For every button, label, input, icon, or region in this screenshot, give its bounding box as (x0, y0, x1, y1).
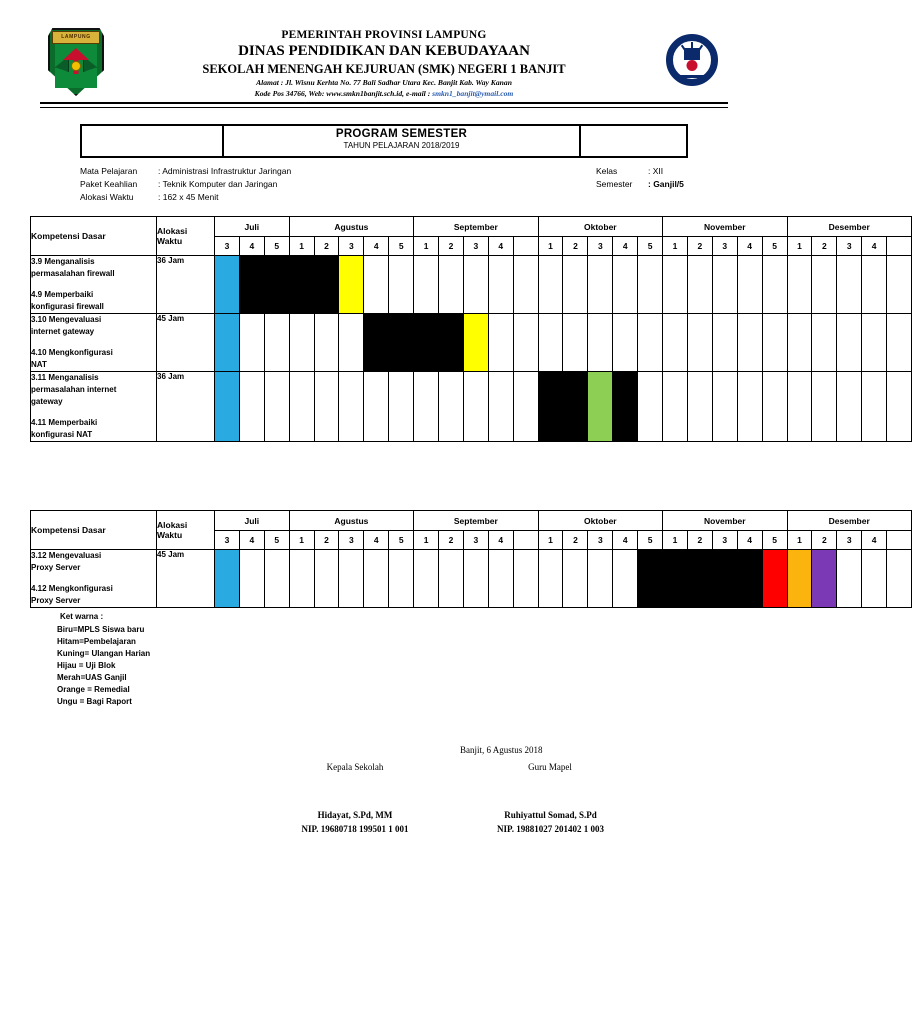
kd-line: 4.11 Memperbaiki (31, 418, 98, 428)
title-box-right-cell (579, 126, 686, 156)
meta-value-kelas: : XII (648, 165, 664, 176)
schedule-cell-kosong[interactable] (264, 372, 289, 442)
schedule-cell-kosong[interactable] (762, 372, 787, 442)
schedule-cell-biru[interactable] (215, 256, 240, 314)
week-header-desember-2: 2 (812, 237, 837, 256)
week-header-desember-4: 4 (862, 531, 887, 550)
week-header-oktober-5: 5 (638, 237, 663, 256)
week-header-november-1: 1 (663, 531, 688, 550)
cell-kompetensi-dasar (31, 372, 157, 442)
signature-place-date: Banjit, 6 Agustus 2018 (460, 744, 543, 755)
schedule-cell-kosong[interactable] (488, 550, 513, 608)
meta-value-alokasi-waktu: : 162 x 45 Menit (158, 192, 219, 203)
schedule-cell-kosong[interactable] (887, 256, 912, 314)
week-header-september-2: 2 (439, 531, 464, 550)
schedule-cell-kosong[interactable] (613, 550, 638, 608)
signature-left-nip: NIP. 19680718 199501 1 001 (301, 823, 409, 834)
prosem-table-2 (30, 510, 912, 608)
schedule-cell-kosong[interactable] (513, 372, 538, 442)
kd-line-gap (31, 408, 156, 417)
schedule-cell-kosong[interactable] (638, 372, 663, 442)
logo-base-bar (675, 75, 709, 78)
schedule-cell-kuning[interactable] (463, 314, 488, 372)
cell-kompetensi-dasar (31, 314, 157, 372)
kd-line-gap (31, 574, 156, 583)
week-header-november-2: 2 (687, 237, 712, 256)
crest-banner-text: LAMPUNG (52, 31, 100, 44)
kd-line: 3.12 Mengevaluasi (31, 551, 102, 561)
schedule-cell-kuning[interactable] (339, 256, 364, 314)
schedule-cell-hitam[interactable] (712, 550, 737, 608)
schedule-cell-ungu[interactable] (812, 550, 837, 608)
cell-alokasi-waktu: 45 Jam (157, 550, 215, 608)
week-header-juli-4: 4 (239, 531, 264, 550)
week-header-november-5: 5 (762, 531, 787, 550)
header2-alokasi-line2: Waktu (157, 530, 183, 541)
kd-line: 3.11 Menganalisis (31, 373, 99, 383)
week-header-september-4: 4 (488, 531, 513, 550)
month-header-november: November (663, 217, 787, 237)
kd-line: 3.9 Menganalisis (31, 257, 95, 267)
schedule-cell-kosong[interactable] (264, 550, 289, 608)
header-alokasi-waktu (157, 217, 215, 256)
schedule-cell-kosong[interactable] (538, 314, 563, 372)
schedule-cell-kosong[interactable] (414, 372, 439, 442)
week-header-agustus-2: 2 (314, 237, 339, 256)
signature-right-nip: NIP. 19881027 201402 1 003 (497, 823, 604, 834)
schedule-cell-kosong[interactable] (787, 372, 812, 442)
schedule-cell-hijau[interactable] (588, 372, 613, 442)
schedule-cell-kosong[interactable] (289, 550, 314, 608)
letterhead-address-line2 (112, 89, 656, 99)
prosem2-header-row-months (31, 511, 912, 531)
schedule-cell-hitam[interactable] (414, 314, 439, 372)
week-header-desember-1: 1 (787, 531, 812, 550)
logo-flame-shape (687, 60, 698, 71)
week-header-juli-4: 4 (239, 237, 264, 256)
legend-item: Biru=MPLS Siswa baru (57, 624, 145, 634)
signature-right-role: Guru Mapel (528, 761, 572, 772)
schedule-cell-hitam[interactable] (389, 314, 414, 372)
schedule-cell-kosong[interactable] (339, 372, 364, 442)
week-header-september-1: 1 (414, 531, 439, 550)
schedule-cell-kosong[interactable] (463, 550, 488, 608)
week-header-agustus-3: 3 (339, 531, 364, 550)
kd-line: konfigurasi firewall (31, 302, 104, 312)
schedule-cell-hitam[interactable] (663, 550, 688, 608)
month-header-desember: Desember (787, 511, 911, 531)
schedule-cell-kosong[interactable] (737, 372, 762, 442)
table-row (31, 314, 912, 372)
week-header-desember-blank (887, 531, 912, 550)
month-header-oktober: Oktober (538, 217, 662, 237)
month-header-september: September (414, 511, 538, 531)
month-header-agustus: Agustus (289, 217, 413, 237)
schedule-cell-kosong[interactable] (538, 550, 563, 608)
metadata-left-keys (80, 165, 158, 205)
week-header-agustus-2: 2 (314, 531, 339, 550)
schedule-cell-kosong[interactable] (837, 372, 862, 442)
schedule-cell-kosong[interactable] (314, 314, 339, 372)
week-header-oktober-1: 1 (538, 237, 563, 256)
week-header-desember-3: 3 (837, 237, 862, 256)
letterhead-address-line1: Alamat : Jl. Wisnu Kerhta No. 77 Bali Sadhar Utara Kec. Banjit Kab. Way Kanan (256, 78, 512, 88)
legend-item: Hitam=Pembelajaran (57, 636, 136, 646)
color-legend (30, 611, 738, 708)
meta-key-kelas: Kelas (596, 165, 618, 176)
week-header-desember-2: 2 (812, 531, 837, 550)
letterhead-divider (40, 102, 728, 108)
metadata-left-column (80, 165, 500, 205)
week-header-oktober-4: 4 (613, 531, 638, 550)
kd-line: permasalahan firewall (31, 269, 115, 279)
lampung-provincial-crest-container (40, 28, 112, 96)
week-header-oktober-2: 2 (563, 531, 588, 550)
schedule-cell-kosong[interactable] (389, 256, 414, 314)
signature-left-role: Kepala Sekolah (326, 761, 384, 772)
prosem-table-1-wrapper (30, 216, 877, 442)
week-header-september-1: 1 (414, 237, 439, 256)
week-header-agustus-1: 1 (289, 531, 314, 550)
schedule-cell-kosong[interactable] (463, 256, 488, 314)
week-header-september-4: 4 (488, 237, 513, 256)
schedule-cell-kosong[interactable] (787, 256, 812, 314)
month-header-juli: Juli (215, 511, 290, 531)
schedule-cell-kosong[interactable] (239, 550, 264, 608)
meta-value-paket-keahlian: : Teknik Komputer dan Jaringan (158, 179, 278, 190)
schedule-cell-hitam[interactable] (613, 372, 638, 442)
schedule-cell-kosong[interactable] (264, 314, 289, 372)
schedule-cell-hitam[interactable] (737, 550, 762, 608)
schedule-cell-kosong[interactable] (364, 372, 389, 442)
schedule-cell-kosong[interactable] (837, 256, 862, 314)
schedule-cell-kosong[interactable] (538, 256, 563, 314)
kd-line-gap (31, 338, 156, 347)
kd-line-gap (31, 280, 156, 289)
schedule-cell-kosong[interactable] (887, 550, 912, 608)
week-header-agustus-5: 5 (389, 237, 414, 256)
schedule-cell-kosong[interactable] (837, 550, 862, 608)
prosem-header-row-months (31, 217, 912, 237)
meta-key-mata-pelajaran: Mata Pelajaran (80, 165, 138, 176)
letterhead (0, 0, 768, 99)
schedule-cell-kosong[interactable] (687, 372, 712, 442)
week-header-november-1: 1 (663, 237, 688, 256)
letterhead-line-school: SEKOLAH MENENGAH KEJURUAN (SMK) NEGERI 1 BANJIT (202, 62, 566, 77)
week-header-oktober-3: 3 (588, 237, 613, 256)
week-header-juli-3: 3 (215, 531, 240, 550)
week-header-desember-3: 3 (837, 531, 862, 550)
schedule-cell-kosong[interactable] (887, 314, 912, 372)
schedule-cell-kosong[interactable] (439, 550, 464, 608)
meta-key-paket-keahlian: Paket Keahlian (80, 179, 138, 190)
schedule-cell-kosong[interactable] (862, 372, 887, 442)
schedule-cell-kosong[interactable] (488, 256, 513, 314)
schedule-cell-kosong[interactable] (563, 314, 588, 372)
schedule-cell-kosong[interactable] (887, 372, 912, 442)
schedule-cell-kosong[interactable] (439, 372, 464, 442)
schedule-cell-kosong[interactable] (364, 550, 389, 608)
schedule-cell-hitam[interactable] (364, 314, 389, 372)
schedule-cell-kosong[interactable] (239, 372, 264, 442)
meta-key-alokasi-waktu: Alokasi Waktu (80, 192, 134, 203)
schedule-cell-kosong[interactable] (812, 256, 837, 314)
week-header-oktober-3: 3 (588, 531, 613, 550)
cell-kompetensi-dasar (31, 256, 157, 314)
schedule-cell-kosong[interactable] (712, 372, 737, 442)
meta-value-mata-pelajaran: : Administrasi Infrastruktur Jaringan (158, 165, 292, 176)
schedule-cell-biru[interactable] (215, 314, 240, 372)
week-header-september-2: 2 (439, 237, 464, 256)
signature-left-name: Hidayat, S.Pd, MM (317, 809, 393, 820)
kd-line: gateway (31, 397, 63, 407)
schedule-cell-kosong[interactable] (563, 256, 588, 314)
page-title: PROGRAM SEMESTER (335, 127, 468, 140)
header2-alokasi-waktu (157, 511, 215, 550)
schedule-cell-hitam[interactable] (264, 256, 289, 314)
schedule-cell-kosong[interactable] (638, 314, 663, 372)
schedule-cell-kosong[interactable] (787, 314, 812, 372)
schedule-cell-kosong[interactable] (289, 314, 314, 372)
tut-wuri-handayani-logo-container (656, 28, 728, 86)
header2-kompetensi-dasar: Kompetensi Dasar (31, 511, 157, 550)
week-header-oktober-5: 5 (638, 531, 663, 550)
schedule-cell-kosong[interactable] (389, 550, 414, 608)
document-title-box (80, 124, 688, 158)
schedule-cell-hitam[interactable] (239, 256, 264, 314)
kd-line: permasalahan internet (31, 385, 117, 395)
page-subtitle: TAHUN PELAJARAN 2018/2019 (343, 141, 460, 151)
schedule-cell-kosong[interactable] (289, 372, 314, 442)
schedule-cell-kosong[interactable] (513, 550, 538, 608)
schedule-cell-hitam[interactable] (563, 372, 588, 442)
week-header-juli-5: 5 (264, 237, 289, 256)
document-metadata (80, 165, 688, 205)
schedule-cell-biru[interactable] (215, 372, 240, 442)
schedule-cell-kosong[interactable] (762, 256, 787, 314)
schedule-cell-kosong[interactable] (588, 314, 613, 372)
schedule-cell-kosong[interactable] (687, 256, 712, 314)
schedule-cell-kosong[interactable] (488, 314, 513, 372)
letterhead-line-province: PEMERINTAH PROVINSI LAMPUNG (281, 29, 487, 41)
week-header-november-4: 4 (737, 531, 762, 550)
kd-line: internet gateway (31, 327, 95, 337)
legend-item: Kuning= Ulangan Harian (57, 648, 151, 658)
schedule-cell-hitam[interactable] (439, 314, 464, 372)
week-header-agustus-4: 4 (364, 531, 389, 550)
title-box-center-cell (224, 126, 579, 156)
schedule-cell-kosong[interactable] (364, 256, 389, 314)
week-header-september-3: 3 (463, 237, 488, 256)
week-header-agustus-4: 4 (364, 237, 389, 256)
metadata-right-keys (596, 165, 648, 205)
week-header-november-3: 3 (712, 531, 737, 550)
schedule-cell-kosong[interactable] (812, 314, 837, 372)
kd-line: 4.10 Mengkonfigurasi (31, 348, 113, 358)
metadata-right-values (648, 165, 688, 205)
schedule-cell-kosong[interactable] (513, 256, 538, 314)
schedule-cell-kosong[interactable] (712, 256, 737, 314)
schedule-cell-kosong[interactable] (239, 314, 264, 372)
schedule-cell-kosong[interactable] (339, 314, 364, 372)
schedule-cell-kosong[interactable] (389, 372, 414, 442)
month-header-desember: Desember (787, 217, 911, 237)
header-alokasi-line1: Alokasi (157, 226, 188, 237)
schedule-cell-hitam[interactable] (314, 256, 339, 314)
week-header-oktober-2: 2 (563, 237, 588, 256)
cell-alokasi-waktu: 36 Jam (157, 372, 215, 442)
week-header-agustus-5: 5 (389, 531, 414, 550)
schedule-cell-kosong[interactable] (314, 372, 339, 442)
letterhead-line-department: DINAS PENDIDIKAN DAN KEBUDAYAAN (238, 43, 530, 60)
schedule-cell-kosong[interactable] (812, 372, 837, 442)
week-header-november-2: 2 (687, 531, 712, 550)
title-box-left-cell (82, 126, 224, 156)
schedule-cell-kosong[interactable] (588, 256, 613, 314)
schedule-cell-kosong[interactable] (563, 550, 588, 608)
month-header-november: November (663, 511, 787, 531)
schedule-cell-kosong[interactable] (737, 314, 762, 372)
prosem-table-1-body (31, 256, 912, 442)
schedule-cell-merah[interactable] (762, 550, 787, 608)
month-header-oktober: Oktober (538, 511, 662, 531)
tut-wuri-handayani-icon (666, 34, 718, 86)
schedule-cell-kosong[interactable] (862, 314, 887, 372)
prosem-table-2-head (31, 511, 912, 550)
schedule-cell-kosong[interactable] (613, 314, 638, 372)
kd-line: Proxy Server (31, 563, 81, 573)
metadata-right-column (500, 165, 688, 205)
schedule-cell-kosong[interactable] (687, 314, 712, 372)
cell-alokasi-waktu: 36 Jam (157, 256, 215, 314)
week-header-juli-3: 3 (215, 237, 240, 256)
kd-line: 3.10 Mengevaluasi (31, 315, 102, 325)
legend-header: Ket warna : (60, 612, 104, 622)
schedule-cell-kosong[interactable] (414, 256, 439, 314)
month-header-september: September (414, 217, 538, 237)
prosem-table-1-head (31, 217, 912, 256)
legend-item: Hijau = Uji Blok (57, 661, 116, 671)
week-header-november-3: 3 (712, 237, 737, 256)
kd-line: 4.9 Memperbaiki (31, 290, 94, 300)
prosem-table-1 (30, 216, 912, 442)
table-row (31, 550, 912, 608)
schedule-cell-kosong[interactable] (862, 256, 887, 314)
month-header-juli: Juli (215, 217, 290, 237)
week-header-september-blank (513, 531, 538, 550)
letterhead-postal-web: Kode Pos 34766, Web: www.smkn1banjit.sch.id, e-mail : (254, 88, 433, 98)
legend-item: Ungu = Bagi Raport (57, 697, 132, 707)
meta-value-semester: : Ganjil/5 (648, 179, 684, 190)
schedule-cell-kosong[interactable] (488, 372, 513, 442)
week-header-november-4: 4 (737, 237, 762, 256)
schedule-cell-kosong[interactable] (339, 550, 364, 608)
week-header-desember-1: 1 (787, 237, 812, 256)
kd-line: konfigurasi NAT (31, 430, 93, 440)
week-header-desember-4: 4 (862, 237, 887, 256)
table-row (31, 256, 912, 314)
month-header-agustus: Agustus (289, 511, 413, 531)
schedule-cell-hitam[interactable] (687, 550, 712, 608)
week-header-juli-5: 5 (264, 531, 289, 550)
schedule-cell-hitam[interactable] (638, 550, 663, 608)
week-header-agustus-1: 1 (289, 237, 314, 256)
letterhead-email-link[interactable]: smkn1_banjit@ymail.com (432, 88, 514, 98)
legend-item: Orange = Remedial (57, 685, 130, 695)
schedule-cell-kosong[interactable] (737, 256, 762, 314)
prosem-table-2-body (31, 550, 912, 608)
schedule-cell-kosong[interactable] (663, 256, 688, 314)
legend-item: Merah=UAS Ganjil (57, 673, 127, 683)
week-header-november-5: 5 (762, 237, 787, 256)
kd-line: Proxy Server (31, 596, 81, 606)
schedule-cell-kosong[interactable] (762, 314, 787, 372)
schedule-cell-kosong[interactable] (862, 550, 887, 608)
table-row (31, 372, 912, 442)
signature-block (30, 745, 738, 855)
signature-right-name: Ruhiyattul Somad, S.Pd (504, 809, 597, 820)
schedule-cell-kosong[interactable] (439, 256, 464, 314)
crest-center-emblem (71, 61, 81, 71)
kd-line: NAT (31, 360, 47, 370)
prosem-table-2-wrapper (30, 510, 877, 608)
header-alokasi-line2: Waktu (157, 236, 183, 247)
lampung-crest-icon (48, 28, 104, 96)
schedule-cell-kosong[interactable] (463, 372, 488, 442)
schedule-cell-hitam[interactable] (289, 256, 314, 314)
logo-book-shape (684, 48, 700, 60)
schedule-cell-orange[interactable] (787, 550, 812, 608)
week-header-oktober-1: 1 (538, 531, 563, 550)
cell-alokasi-waktu: 45 Jam (157, 314, 215, 372)
schedule-cell-kosong[interactable] (712, 314, 737, 372)
week-header-agustus-3: 3 (339, 237, 364, 256)
kd-line: 4.12 Mengkonfigurasi (31, 584, 113, 594)
meta-key-semester: Semester (596, 179, 633, 190)
letterhead-text-block (112, 28, 656, 99)
week-header-oktober-4: 4 (613, 237, 638, 256)
schedule-cell-hitam[interactable] (538, 372, 563, 442)
week-header-desember-blank (887, 237, 912, 256)
schedule-cell-kosong[interactable] (314, 550, 339, 608)
schedule-cell-kosong[interactable] (663, 314, 688, 372)
schedule-cell-kosong[interactable] (613, 256, 638, 314)
header-kompetensi-dasar: Kompetensi Dasar (31, 217, 157, 256)
cell-kompetensi-dasar (31, 550, 157, 608)
schedule-cell-biru[interactable] (215, 550, 240, 608)
week-header-september-blank (513, 237, 538, 256)
metadata-left-values (158, 165, 500, 205)
header2-alokasi-line1: Alokasi (157, 520, 188, 531)
schedule-cell-kosong[interactable] (588, 550, 613, 608)
schedule-cell-kosong[interactable] (513, 314, 538, 372)
week-header-september-3: 3 (463, 531, 488, 550)
schedule-cell-kosong[interactable] (837, 314, 862, 372)
schedule-cell-kosong[interactable] (663, 372, 688, 442)
schedule-cell-kosong[interactable] (414, 550, 439, 608)
schedule-cell-kosong[interactable] (638, 256, 663, 314)
